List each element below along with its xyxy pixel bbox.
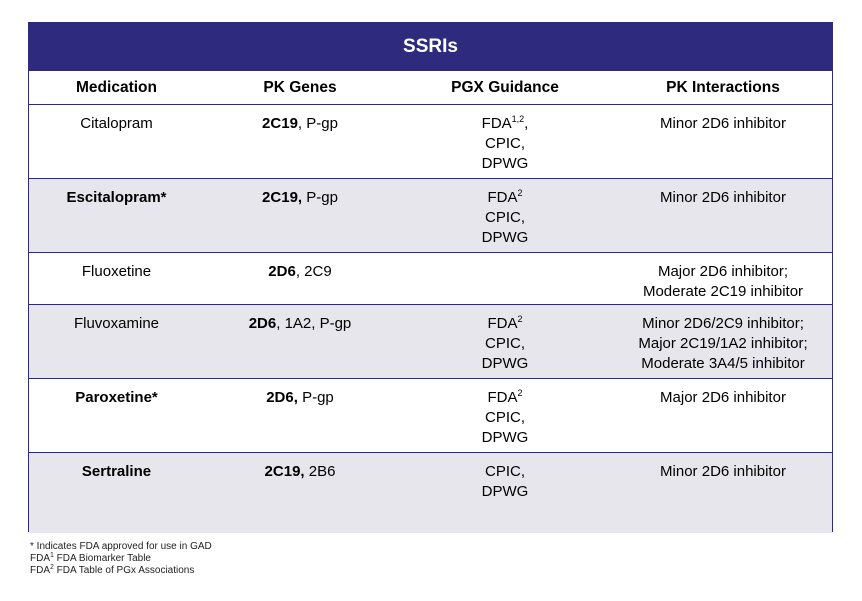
pgx-guidance-cell [396, 105, 614, 178]
pgx-guidance-cell [396, 253, 614, 304]
secondary-genes: P-gp [297, 389, 334, 406]
column-header-pgx-guidance: PGX Guidance [451, 78, 559, 96]
guidance-source: FDA$^2$ [487, 314, 523, 332]
pk-interactions-cell [614, 253, 832, 304]
pk-genes-cell [204, 305, 396, 378]
secondary-genes: , P-gp [297, 115, 338, 132]
guidance-source: FDA$^{1,2}$, [481, 114, 529, 132]
primary-gene: 2D6, [266, 389, 298, 406]
pk-genes-cell [204, 105, 396, 178]
column-header-pk-interactions: PK Interactions [666, 78, 780, 96]
guidance-source: CPIC, [484, 409, 525, 426]
interaction-line: Major 2C19/1A2 inhibitor; [638, 335, 808, 352]
footnote-line: FDA$^1$ FDA Biomarker Table [30, 552, 151, 564]
interaction-line: Minor 2D6 inhibitor [660, 115, 786, 132]
primary-gene: 2D6 [248, 315, 277, 332]
pk-interactions-cell [614, 105, 832, 178]
guidance-source: DPWG [481, 355, 529, 372]
pk-genes-cell [204, 253, 396, 304]
secondary-genes: , 1A2, P-gp [276, 315, 352, 332]
guidance-source: DPWG [481, 429, 529, 446]
pk-genes-cell [204, 179, 396, 252]
guidance-source: DPWG [481, 155, 529, 172]
guidance-source: DPWG [481, 229, 529, 246]
primary-gene: 2C19, [262, 189, 303, 206]
pgx-guidance-cell [396, 305, 614, 378]
guidance-source: CPIC, [484, 209, 525, 226]
interaction-line: Major 2D6 inhibitor; [657, 263, 789, 280]
pk-interactions-cell [614, 179, 832, 252]
guidance-source: CPIC, [484, 335, 525, 352]
table-title: SSRIs [29, 23, 832, 71]
guidance-source: FDA$^2$ [487, 188, 523, 206]
pgx-guidance-cell [396, 453, 614, 533]
pgx-guidance-cell [396, 179, 614, 252]
medication-cell: Citalopram [80, 115, 153, 132]
medication-cell: Fluoxetine [81, 263, 152, 280]
interaction-line: Minor 2D6 inhibitor [660, 463, 786, 480]
pk-genes-cell [204, 453, 396, 533]
footnote-superscript: 2 [517, 388, 523, 398]
table-row [29, 305, 832, 379]
interaction-line: Minor 2D6/2C9 inhibitor; [642, 315, 804, 332]
medication-cell: Fluvoxamine [73, 315, 160, 332]
medication-cell: Sertraline [81, 463, 152, 480]
secondary-genes: P-gp [302, 189, 338, 206]
pk-interactions-cell [614, 379, 832, 452]
primary-gene: 2C19 [262, 115, 298, 132]
footnote-superscript: 1,2 [511, 114, 525, 124]
table-body [29, 105, 832, 533]
ssri-table [28, 22, 833, 532]
guidance-source: CPIC, [484, 463, 525, 480]
interaction-line: Moderate 2C19 inhibitor [642, 283, 804, 300]
guidance-source: CPIC, [484, 135, 525, 152]
interaction-line: Minor 2D6 inhibitor [660, 189, 786, 206]
footnote-superscript: 2 [517, 314, 523, 324]
primary-gene: 2D6 [268, 263, 296, 280]
guidance-source: DPWG [481, 483, 529, 500]
column-header-medication: Medication [76, 78, 157, 96]
pgx-guidance-cell [396, 379, 614, 452]
medication-cell: Escitalopram* [66, 189, 167, 206]
interaction-line: Moderate 3A4/5 inhibitor [641, 355, 805, 372]
table-row [29, 453, 832, 533]
table-row [29, 253, 832, 305]
table-row [29, 379, 832, 453]
medication-cell: Paroxetine* [75, 389, 158, 406]
footnotes [30, 541, 212, 577]
primary-gene: 2C19, [264, 463, 305, 480]
footnote-line: FDA$^2$ FDA Table of PGx Associations [30, 564, 195, 576]
secondary-genes: 2B6 [304, 463, 336, 480]
table-row [29, 179, 832, 253]
secondary-genes: , 2C9 [295, 263, 332, 280]
interaction-line: Major 2D6 inhibitor [660, 389, 786, 406]
column-header-pk-genes: PK Genes [263, 78, 337, 96]
guidance-source: FDA$^2$ [487, 388, 523, 406]
column-header-row [29, 71, 832, 105]
pk-genes-cell [204, 379, 396, 452]
pk-interactions-cell [614, 305, 832, 378]
footnote-superscript: 2 [517, 188, 523, 198]
pk-interactions-cell [614, 453, 832, 533]
footnote-line: * Indicates FDA approved for use in GAD [30, 541, 212, 552]
table-row [29, 105, 832, 179]
